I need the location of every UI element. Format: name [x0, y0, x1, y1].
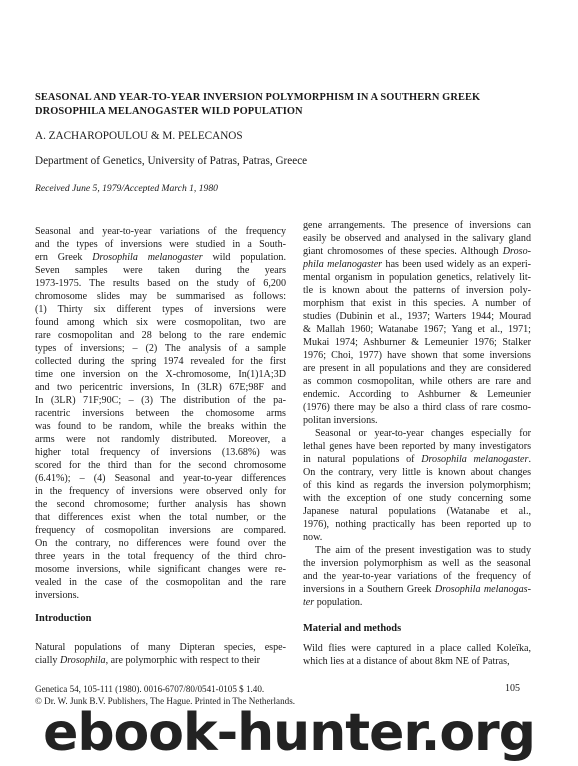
- abstract: [35, 225, 286, 602]
- text-line: which lies at a distance of about 8km NE of Patras,: [303, 656, 510, 667]
- text-line: collected during the spring 1974 revealed for the first: [35, 356, 286, 367]
- text-line: tle is known about the patterns of inversion poly-: [303, 285, 531, 296]
- text-line: The aim of the present investigation was to study: [315, 545, 531, 556]
- text-line: and the types of inversions were studied in a South-: [35, 239, 286, 250]
- text-line: rare cosmopolitan and 28 belong to the rare endemic: [35, 330, 286, 341]
- text-line: politan inversions.: [303, 415, 378, 426]
- text-line: cially Drosophila, are polymorphic with respect to their: [35, 655, 261, 666]
- text-line: giant chromosomes of these species. Although Droso-: [303, 246, 531, 257]
- text-line: ter population.: [303, 597, 363, 608]
- text-line: (1976) there may be also a third class of rare cosmo-: [303, 402, 531, 413]
- text-line: chromosome slides may be summarised as follows:: [35, 291, 286, 302]
- text-line: Wild flies were captured in a place called Koleïka,: [303, 643, 531, 654]
- methods-heading: Material and methods: [303, 623, 402, 634]
- text-line: scored for the third than for the second chromosome: [35, 460, 286, 471]
- text-line: endemic. According to Ashburner & Lemeunier: [303, 389, 531, 400]
- text-line: easily be observed and analysed in the salivary gland: [303, 233, 531, 244]
- text-line: In (3LR) 71F;90C; – (3) The distribution of the pa-: [35, 395, 286, 406]
- text-line: the inversion polymorphism as well as the seasonal: [303, 558, 531, 569]
- text-line: racentric inversions between the chomosome arms: [35, 408, 286, 419]
- text-line: 1976; Choi, 1977) have shown that some inversions: [303, 350, 531, 361]
- text-line: that differences exist when the total number, or the: [35, 512, 286, 523]
- text-line: studies (Dubinin et al., 1937; Warters 1944; Mourad: [303, 311, 531, 322]
- authors: A. ZACHAROPOULOU & M. PELECANOS: [35, 130, 243, 142]
- text-line: phila melanogaster has been used widely as an experi-: [303, 259, 531, 270]
- text-line: three years in the total frequency of the third chro-: [35, 551, 286, 562]
- text-line: arms were not randomly distributed. Moreover, a: [35, 434, 286, 445]
- text-line: On the contrary, very little is known about changes: [303, 467, 531, 478]
- introduction-text: [35, 641, 286, 667]
- text-line: inversions in a Southern Greek Drosophila melanogas-: [303, 584, 531, 595]
- text-line: vealed in the case of the cosmopolitan and the rare: [35, 577, 286, 588]
- text-line: mosome inversions, while significant changes were re-: [35, 564, 286, 575]
- text-line: Japanese natural populations (Watanabe et al.,: [303, 506, 531, 517]
- affiliation: Department of Genetics, University of Patras, Patras, Greece: [35, 155, 308, 167]
- title-line: SEASONAL AND YEAR-TO-YEAR INVERSION POLYMORPHISM IN A SOUTHERN GREEK: [35, 92, 481, 103]
- text-line: Natural populations of many Dipteran species, espe-: [35, 642, 286, 653]
- text-line: & Mallah 1960; Watanabe 1967; Yang et al., 1971;: [303, 324, 531, 335]
- text-line: found among which six were cosmopolitan, two are: [35, 317, 286, 328]
- text-line: are present in all populations and they are considered: [303, 363, 531, 374]
- footer-line: Genetica 54, 105-111 (1980). 0016-6707/80/0541-0105 $ 1.40.: [35, 684, 265, 694]
- text-line: higher total frequency of inversions (13.68%) was: [35, 447, 286, 458]
- text-line: in natural populations of Drosophila melanogaster.: [303, 454, 531, 465]
- text-line: and the year-to-year variations of the frequency of: [303, 571, 531, 582]
- text-line: as common cosmopolitan, while others are rare and: [303, 376, 531, 387]
- text-line: 1973-1975. The results based on the study of 6,200: [35, 278, 286, 289]
- text-line: mental organism in population genetics, relatively lit-: [303, 272, 531, 283]
- text-line: with the exception of one study concerning some: [303, 493, 531, 504]
- text-line: and two pericentric inversions, In (3LR) 67E;98F and: [35, 382, 286, 393]
- footer-line: © Dr. W. Junk B.V. Publishers, The Hague. Printed in The Netherlands.: [35, 696, 296, 706]
- text-line: Seven samples were taken during the years: [35, 265, 286, 276]
- text-line: of this kind as regards the inversion polymorphism;: [303, 480, 531, 491]
- text-line: now.: [303, 532, 323, 543]
- text-line: gene arrangements. The presence of inversions can: [303, 220, 531, 231]
- text-line: On the contrary, no differences were found over the: [35, 538, 286, 549]
- text-line: (6.41%); – (4) Seasonal and year-to-year differences: [35, 473, 286, 484]
- page-number: 105: [505, 683, 520, 694]
- watermark-logo[interactable]: ebook-hunter.org: [43, 703, 535, 763]
- text-line: lethal genes have been reported by many investigators: [303, 441, 531, 452]
- text-line: Mukai 1974; Ashburner & Lemeunier 1976; Stalker: [303, 337, 531, 348]
- title-line: DROSOPHILA MELANOGASTER WILD POPULATION: [35, 106, 303, 117]
- text-line: 1976), nothing practically has been reported up to: [303, 519, 531, 530]
- text-line: Seasonal or year-to-year changes especially for: [315, 428, 531, 439]
- text-line: inversions.: [35, 590, 80, 601]
- received-accepted-dates: Received June 5, 1979/Accepted March 1, 1980: [35, 183, 218, 194]
- text-line: ern Greek Drosophila melanogaster wild population.: [35, 252, 287, 263]
- methods-text: [303, 642, 531, 668]
- text-line: time one inversion on the X-chromosome, In(1)1A;3D: [35, 369, 286, 380]
- text-line: the second chromosome; further analysis has shown: [35, 499, 286, 510]
- text-line: Seasonal and year-to-year variations of the frequency: [35, 226, 286, 237]
- introduction-continued: [303, 219, 531, 609]
- text-line: morphism that exist in this species. A number of: [303, 298, 531, 309]
- text-line: types of inversions; – (2) The analysis of a sample: [35, 343, 286, 354]
- paper-title: [35, 91, 535, 119]
- text-line: frequency of cosmopolitan inversions are compared.: [35, 525, 286, 536]
- text-line: in the frequency of inversions were observed only for: [35, 486, 286, 497]
- introduction-heading: Introduction: [35, 613, 92, 624]
- text-line: was found to be random, while the breaks within the: [35, 421, 286, 432]
- text-line: (1) Thirty six different types of inversions were: [35, 304, 286, 315]
